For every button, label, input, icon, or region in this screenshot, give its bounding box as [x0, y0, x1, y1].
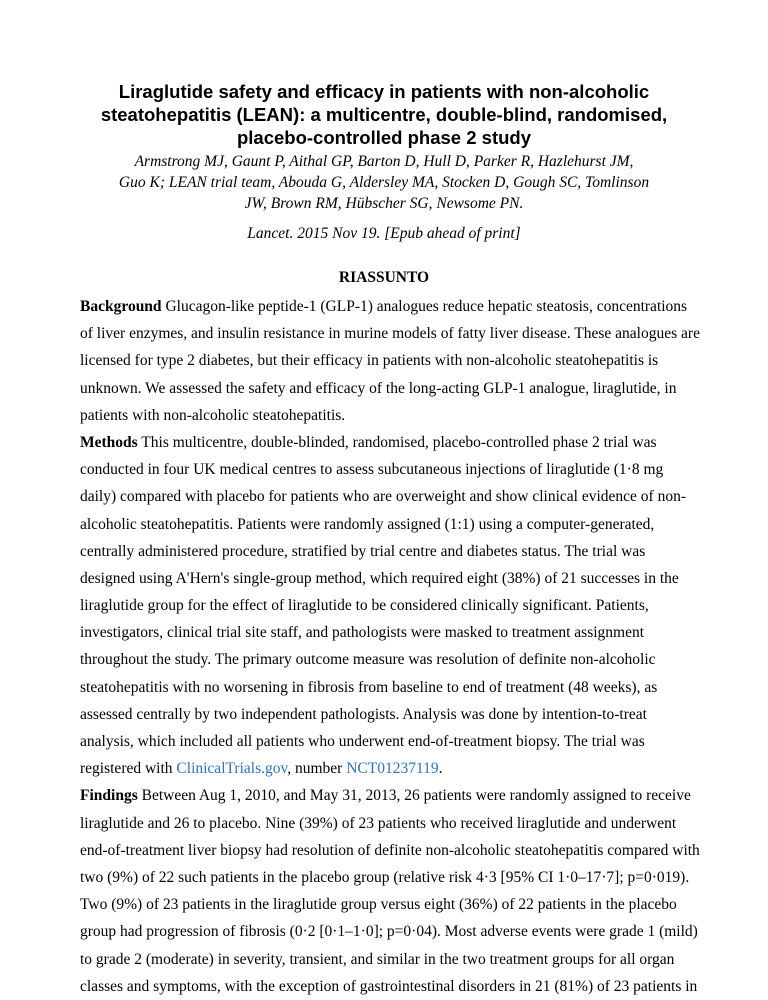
abstract-line: unknown. We assessed the safety and efficacy of the long-acting GLP-1 analogue, liraglutide, in: [80, 379, 677, 397]
abstract-line: liraglutide and 26 to placebo. Nine (39%) of 23 patients who received liraglutide and underwent: [80, 814, 677, 832]
abstract-line: conducted in four UK medical centres to assess subcutaneous injections of liraglutide (1·8 mg: [80, 461, 664, 479]
background-label: Background: [80, 298, 162, 315]
abstract-line: centrally administered procedure, stratified by trial centre and diabetes status. The trial was: [80, 542, 646, 560]
abstract-line: designed using A'Hern's single-group method, which required eight (38%) of 21 successes in the: [80, 569, 679, 587]
author-line: Guo K; LEAN trial team, Abouda G, Aldersley MA, Stocken D, Gough SC, Tomlinson: [118, 174, 650, 191]
abstract-line: group had progression of fibrosis (0·2 [0·1–1·0]; p=0·04). Most adverse events were grade 1 (mild): [80, 923, 698, 941]
abstract-line: of liver enzymes, and insulin resistance in murine models of fatty liver disease. These analogues are: [80, 325, 700, 343]
abstract-line: licensed for type 2 diabetes, but their efficacy in patients with non-alcoholic steatohepatitis is: [80, 352, 659, 370]
abstract-line: patients with non-alcoholic steatohepatitis.: [80, 406, 346, 424]
abstract-line: to grade 2 (moderate) in severity, transient, and similar in the two treatment groups for all organ: [80, 950, 675, 968]
clinicaltrials-link[interactable]: ClinicalTrials.gov: [176, 760, 288, 778]
abstract-line: daily) compared with placebo for patients who are overweight and show clinical evidence of non-: [80, 488, 687, 506]
author-list: [100, 151, 668, 214]
methods-text: This multicentre, double-blinded, randomised, placebo-controlled phase 2 trial was: [137, 433, 657, 451]
methods-label: Methods: [80, 433, 138, 451]
abstract-line: steatohepatitis with no worsening in fibrosis from baseline to end of treatment (48 weeks), as: [80, 678, 658, 696]
abstract-line: liraglutide group for the effect of liraglutide to be considered clinically significant. Patients,: [80, 597, 649, 615]
abstract-line: [80, 429, 690, 456]
abstract-line: alcoholic steatohepatitis. Patients were randomly assigned (1:1) using a computer-generated,: [80, 515, 655, 533]
abstract-line: [80, 755, 690, 782]
trial-number-link[interactable]: NCT01237119: [346, 760, 439, 778]
author-line: Armstrong MJ, Gaunt P, Aithal GP, Barton D, Hull D, Parker R, Hazlehurst JM,: [134, 153, 634, 170]
author-line: JW, Brown RM, Hübscher SG, Newsome PN.: [244, 195, 524, 212]
abstract-line: assessed centrally by two independent pathologists. Analysis was done by intention-to-treat: [80, 705, 647, 723]
abstract-line: classes and symptoms, with the exception of gastrointestinal disorders in 21 (81%) of 23 patients in: [80, 977, 698, 995]
findings-label: Findings: [80, 787, 138, 805]
abstract-body: [80, 293, 700, 1000]
article-title: [80, 80, 688, 149]
abstract-line: end-of-treatment liver biopsy had resolution of definite non-alcoholic steatohepatitis compared with: [80, 841, 700, 859]
background-text: Glucagon-like peptide-1 (GLP-1) analogues reduce hepatic steatosis, concentrations: [161, 298, 688, 315]
journal-citation: Lancet. 2015 Nov 19. [Epub ahead of print]: [247, 225, 521, 242]
registration-text: .: [438, 760, 443, 778]
article-title-line: placebo-controlled phase 2 study: [236, 127, 531, 148]
section-heading: RIASSUNTO: [338, 269, 430, 286]
abstract-line: throughout the study. The primary outcome measure was resolution of definite non-alcoholic: [80, 651, 656, 669]
abstract-line: [80, 293, 690, 320]
abstract-line: investigators, clinical trial site staff, and pathologists were masked to treatment assignment: [80, 624, 645, 642]
abstract-line: Two (9%) of 23 patients in the liraglutide group versus eight (36%) of 22 patients in the placebo: [80, 896, 677, 914]
abstract-line: [80, 782, 690, 809]
findings-text: Between Aug 1, 2010, and May 31, 2013, 26 patients were randomly assigned to receive: [137, 787, 691, 805]
abstract-line: two (9%) of 22 such patients in the placebo group (relative risk 4·3 [95% CI 1·0–17·7]; p=0·019).: [80, 868, 690, 886]
abstract-line: analysis, which included all patients who underwent end-of-treatment biopsy. The trial was: [80, 733, 645, 750]
article-title-line: Liraglutide safety and efficacy in patients with non-alcoholic: [118, 81, 650, 102]
registration-text: registered with: [80, 760, 177, 778]
registration-text: , number: [287, 760, 347, 778]
article-title-line: steatohepatitis (LEAN): a multicentre, double-blind, randomised,: [100, 104, 668, 125]
